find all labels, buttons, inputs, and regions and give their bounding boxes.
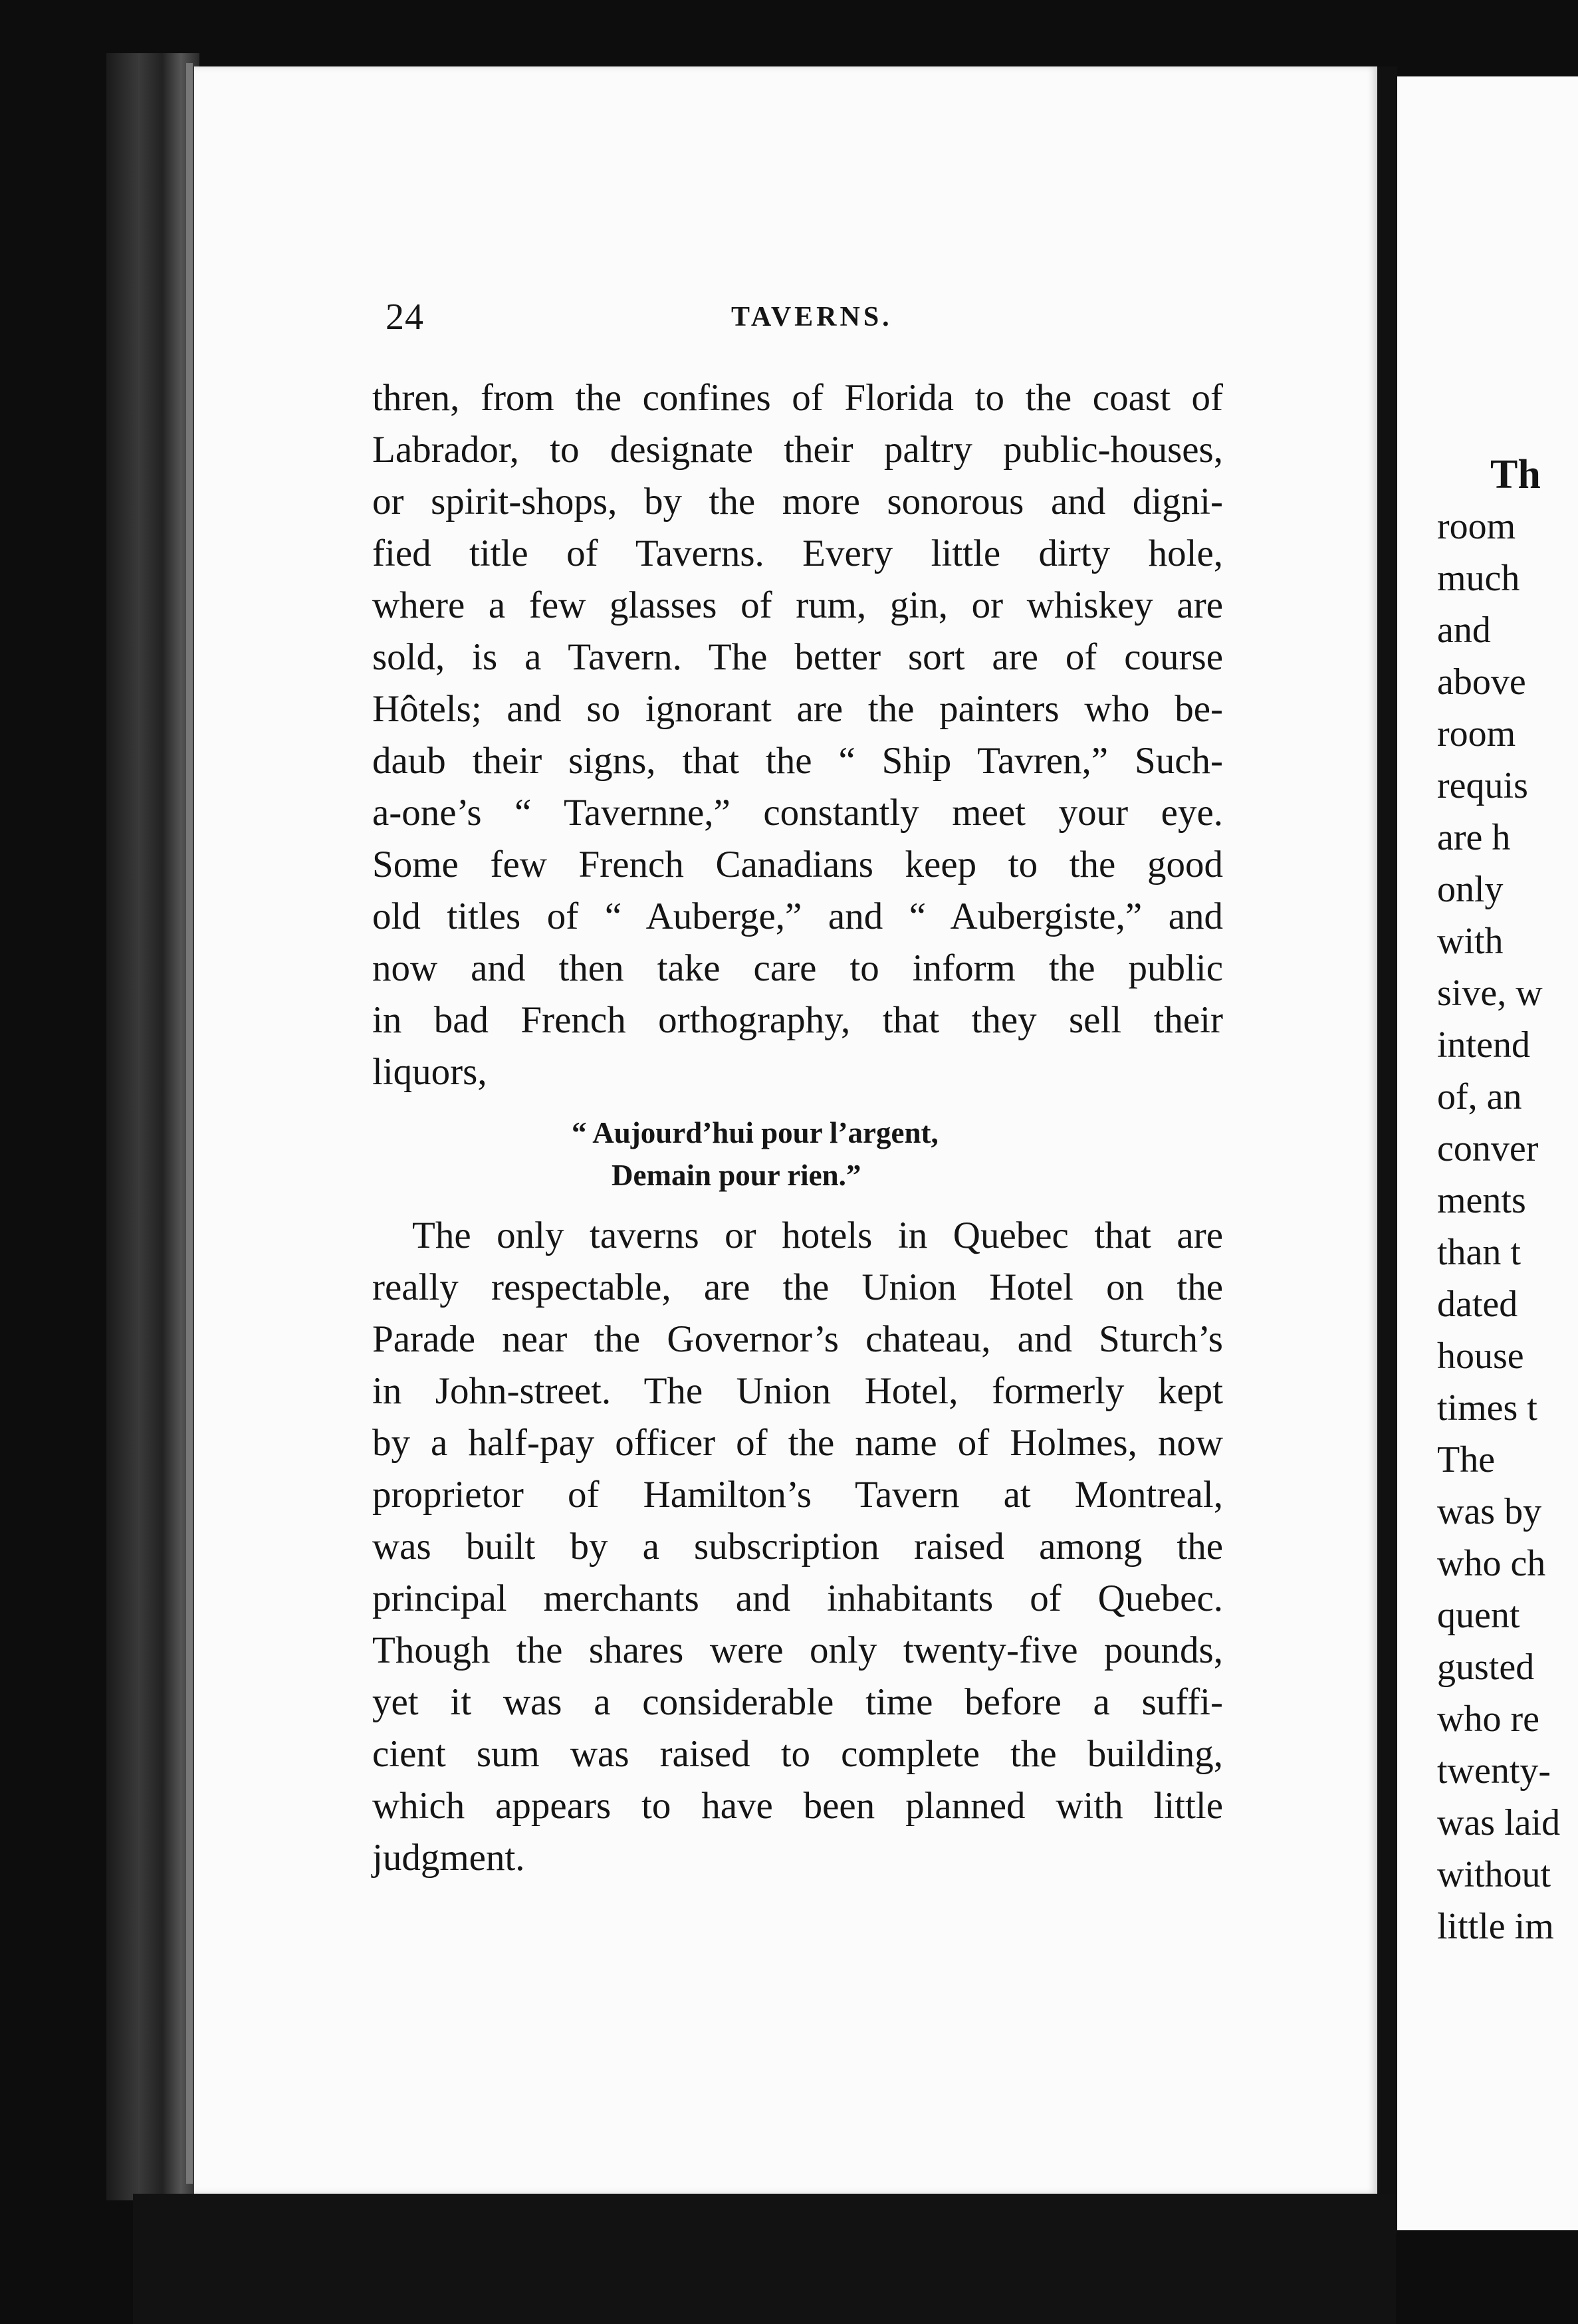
text-line: house [1437, 1336, 1524, 1377]
text-line: ments [1437, 1180, 1526, 1221]
text-line: Some few French Canadians keep to the good [372, 844, 1223, 885]
text-line: and [1437, 610, 1491, 651]
text-line: twenty- [1437, 1750, 1551, 1792]
facing-page-text [1437, 449, 1578, 1952]
running-title: TAVERNS. [731, 302, 893, 332]
text-line: which appears to have been planned with little [372, 1785, 1223, 1827]
text-line: fied title of Taverns. Every little dirty hole, [372, 532, 1223, 574]
text-line: without [1437, 1854, 1551, 1895]
text-line: Th [1490, 452, 1541, 497]
page-edge-shadow [186, 63, 193, 2184]
text-line: judgment. [372, 1837, 525, 1879]
text-line: proprietor of Hamilton’s Tavern at Montreal, [372, 1474, 1223, 1516]
text-line: much [1437, 558, 1520, 599]
text-line: sive, w [1437, 973, 1543, 1014]
text-line: are h [1437, 817, 1511, 858]
text-line: who ch [1437, 1543, 1546, 1584]
text-line: or spirit-shops, by the more sonorous and digni- [372, 481, 1223, 523]
text-line: room [1437, 506, 1516, 547]
text-line: Labrador, to designate their paltry public-houses, [372, 429, 1223, 471]
page-number: 24 [386, 296, 424, 338]
text-line: who re [1437, 1698, 1539, 1740]
text-line: above [1437, 661, 1526, 703]
text-line: only [1437, 869, 1504, 910]
text-line: liquors, [372, 1051, 487, 1093]
text-line: dated [1437, 1284, 1518, 1325]
text-line: gusted [1437, 1647, 1535, 1688]
text-line: yet it was a considerable time before a suffi- [372, 1681, 1223, 1723]
text-line: was by [1437, 1491, 1542, 1532]
text-line: Though the shares were only twenty-five pounds, [372, 1629, 1223, 1671]
text-line: conver [1437, 1128, 1539, 1169]
text-line: room [1437, 713, 1516, 755]
text-line: little im [1437, 1906, 1554, 1947]
page-bottom-shadow [133, 2194, 1396, 2324]
text-line: was laid [1437, 1802, 1561, 1843]
text-line: than t [1437, 1232, 1521, 1273]
text-line: The only taverns or hotels in Quebec that are [412, 1215, 1223, 1256]
text-line: The [1437, 1439, 1496, 1480]
page-gutter [1377, 66, 1397, 2234]
text-line: Parade near the Governor’s chateau, and Sturch’s [372, 1318, 1223, 1360]
text-line: was built by a subscription raised among the [372, 1526, 1223, 1568]
text-line: daub their signs, that the “ Ship Tavren,” Such- [372, 740, 1223, 782]
text-line: requis [1437, 765, 1528, 806]
facing-page [1397, 76, 1578, 2230]
text-line: intend [1437, 1024, 1530, 1066]
text-line: times t [1437, 1387, 1537, 1429]
text-line: a-one’s “ Tavernne,” constantly meet your eye. [372, 792, 1223, 834]
text-line: really respectable, are the Union Hotel on the [372, 1266, 1223, 1308]
text-line: thren, from the confines of Florida to the coast of [372, 377, 1223, 419]
text-line: by a half-pay officer of the name of Holmes, now [372, 1422, 1223, 1464]
book-binding-edge [106, 53, 199, 2200]
quote-line: “ Aujourd’hui pour l’argent, [572, 1116, 939, 1149]
text-line: old titles of “ Auberge,” and “ Aubergiste,” and [372, 895, 1223, 937]
text-line: in John-street. The Union Hotel, formerly kept [372, 1370, 1223, 1412]
text-line: now and then take care to inform the public [372, 947, 1223, 989]
text-line: in bad French orthography, that they sell their [372, 999, 1223, 1041]
text-line: with [1437, 921, 1504, 962]
text-line: sold, is a Tavern. The better sort are of course [372, 636, 1223, 678]
paragraph-taverns-names [372, 372, 1223, 1098]
text-line: of, an [1437, 1076, 1522, 1117]
quote-line: Demain pour rien.” [612, 1159, 861, 1192]
text-line: cient sum was raised to complete the building, [372, 1733, 1223, 1775]
text-line: where a few glasses of rum, gin, or whiskey are [372, 584, 1223, 626]
text-line: Hôtels; and so ignorant are the painters who be- [372, 688, 1223, 730]
paragraph-quebec-hotels [372, 1210, 1223, 1884]
text-line: principal merchants and inhabitants of Quebec. [372, 1577, 1223, 1619]
block-quote [372, 1111, 1223, 1197]
running-head [386, 296, 1250, 342]
body-text [372, 372, 1223, 1884]
text-line: quent [1437, 1595, 1520, 1636]
